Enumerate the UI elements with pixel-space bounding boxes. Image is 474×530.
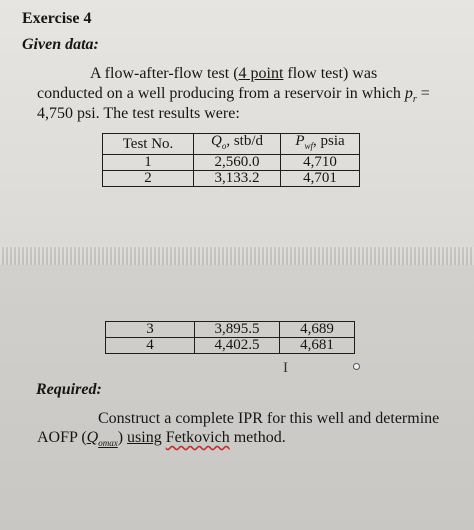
cell-flow-rate: 2,560.0 [194, 155, 281, 171]
table-resize-handle[interactable] [353, 363, 360, 370]
paragraph-line-1: A flow-after-flow test (4 point flow test) was [90, 65, 378, 82]
table-header-row [103, 134, 360, 155]
cell-flow-rate: 4,402.5 [195, 338, 280, 354]
cell-pressure: 4,681 [280, 338, 355, 354]
test-results-table-bottom [105, 321, 355, 354]
header-pressure: $P_{wf}$, psia [281, 134, 360, 155]
header-flow-rate: $Q_o$, stb/d [194, 134, 281, 155]
cell-pressure: 4,710 [281, 155, 360, 171]
table-row [103, 155, 360, 171]
given-data-heading: Given data: [22, 36, 99, 53]
text-cursor-icon: I [283, 360, 288, 376]
cell-test-no: 1 [103, 155, 194, 171]
cell-pressure: 4,701 [281, 171, 360, 187]
required-line-2: AOFP $(Q_{omax})$ using Fetkovich method. [37, 429, 286, 449]
cell-flow-rate: 3,133.2 [194, 171, 281, 187]
cell-test-no: 2 [103, 171, 194, 187]
test-results-table-top [102, 133, 360, 187]
cell-pressure: 4,689 [280, 322, 355, 338]
table-row [106, 338, 355, 354]
table-row [103, 171, 360, 187]
paragraph-line-2: conducted on a well producing from a reservoir in which $p_r$ = [37, 85, 430, 106]
cell-test-no: 4 [106, 338, 195, 354]
scan-separator-band [0, 247, 474, 265]
required-heading: Required: [36, 381, 102, 398]
cell-test-no: 3 [106, 322, 195, 338]
cell-flow-rate: 3,895.5 [195, 322, 280, 338]
exercise-title: Exercise 4 [22, 10, 92, 27]
header-test-no: Test No. [103, 134, 194, 155]
required-line-1: Construct a complete IPR for this well and determine [98, 410, 440, 427]
table-row [106, 322, 355, 338]
paragraph-line-3: 4,750 psi. The test results were: [37, 105, 240, 122]
